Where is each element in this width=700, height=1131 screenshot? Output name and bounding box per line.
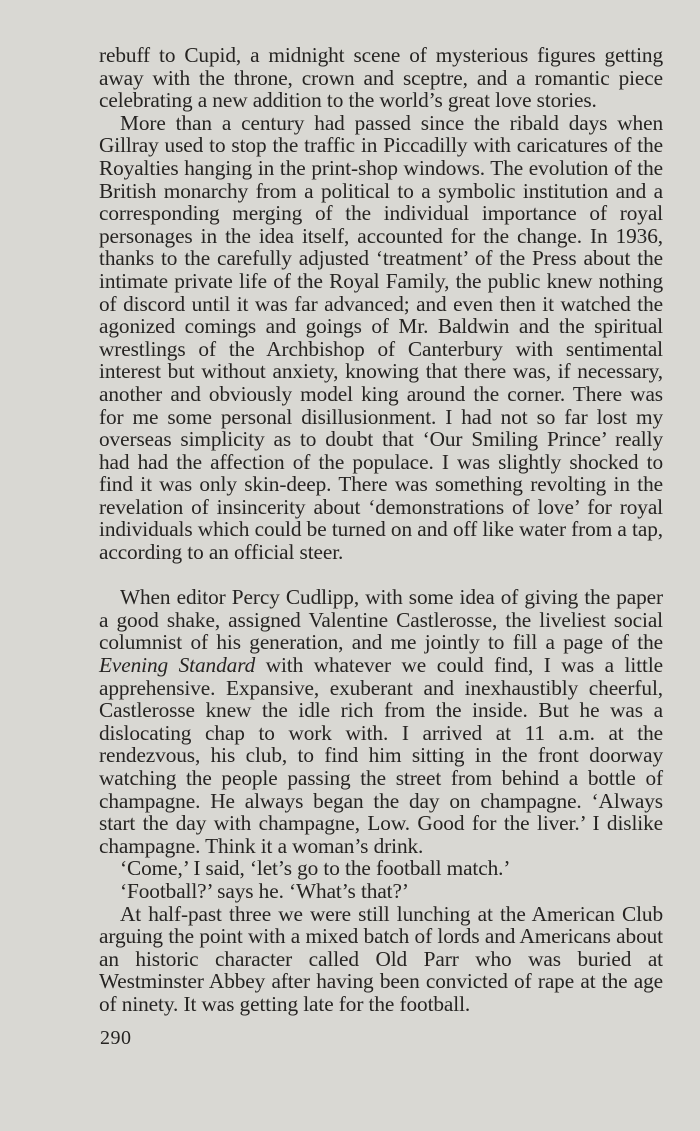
paragraph-continuation: rebuff to Cupid, a midnight scene of mysterious figures getting away with the throne, crown and sceptre, and a romantic piece celebrating a new addition to the world’s great love stories. [99,43,663,113]
dialogue-line: ‘Football?’ says he. ‘What’s that?’ [120,878,409,903]
body-text [99,44,663,1016]
newspaper-title: Evening Standard [99,653,256,678]
paragraph-text: with whatever we could find, I was a little apprehensive. Expansive, exuberant and inexhaustibly cheerful, Castlerosse knew the idle rich from the inside. But he was a dislocating chap to work with. I arrived at 11 a.m. at the rendezvous, his club, to find him sitting in the front doorway watching the people passing the street from behind a bottle of champagne. He always began the day on champagne. ‘Always start the day with champagne, Low. Good for the liver.’ I dislike champagne. Think it a woman’s drink. [99,653,663,858]
paragraph-text: When editor Percy Cudlipp, with some idea of giving the paper a good shake, assigned Valentine Castlerosse, the liveliest social columnist of his generation, and me jointly to fill a page of the [99,585,663,655]
paragraph-castlerosse [99,586,663,857]
paragraph-american-club: At half-past three we were still lunching at the American Club arguing the point with a mixed batch of lords and Americans about an historic character called Old Parr who was buried at Westminster Abbey after having been convicted of rape at the age of ninety. It was getting late for the football. [99,901,663,1016]
dialogue-line: ‘Come,’ I said, ‘let’s go to the football match.’ [120,856,511,881]
paragraph-monarchy: More than a century had passed since the ribald days when Gillray used to stop the traffic in Piccadilly with caricatures of the Royalties hanging in the print-shop windows. The evolution of the British monarchy from a political to a symbolic institution and a corresponding merging of the individual importance of royal personages in the idea itself, accounted for the change. In 1936, thanks to the carefully adjusted ‘treatment’ of the Press about the intimate private life of the Royal Family, the public knew nothing of discord until it was far advanced; and even then it watched the agonized comings and goings of Mr. Baldwin and the spiritual wrestlings of the Archbishop of Canterbury with sentimental interest but without anxiety, knowing that there was, if necessary, another and obviously model king around the corner. There was for me some personal disillusionment. I had not so far lost my overseas simplicity as to doubt that ‘Our Smiling Prince’ really had had the affection of the populace. I was slightly shocked to find it was only skin-deep. There was something revolting in the revelation of insincerity about ‘demonstrations of love’ for royal individuals which could be turned on and off like water from a tap, according to an official steer. [99,110,663,565]
page-number: 290 [100,1027,132,1049]
